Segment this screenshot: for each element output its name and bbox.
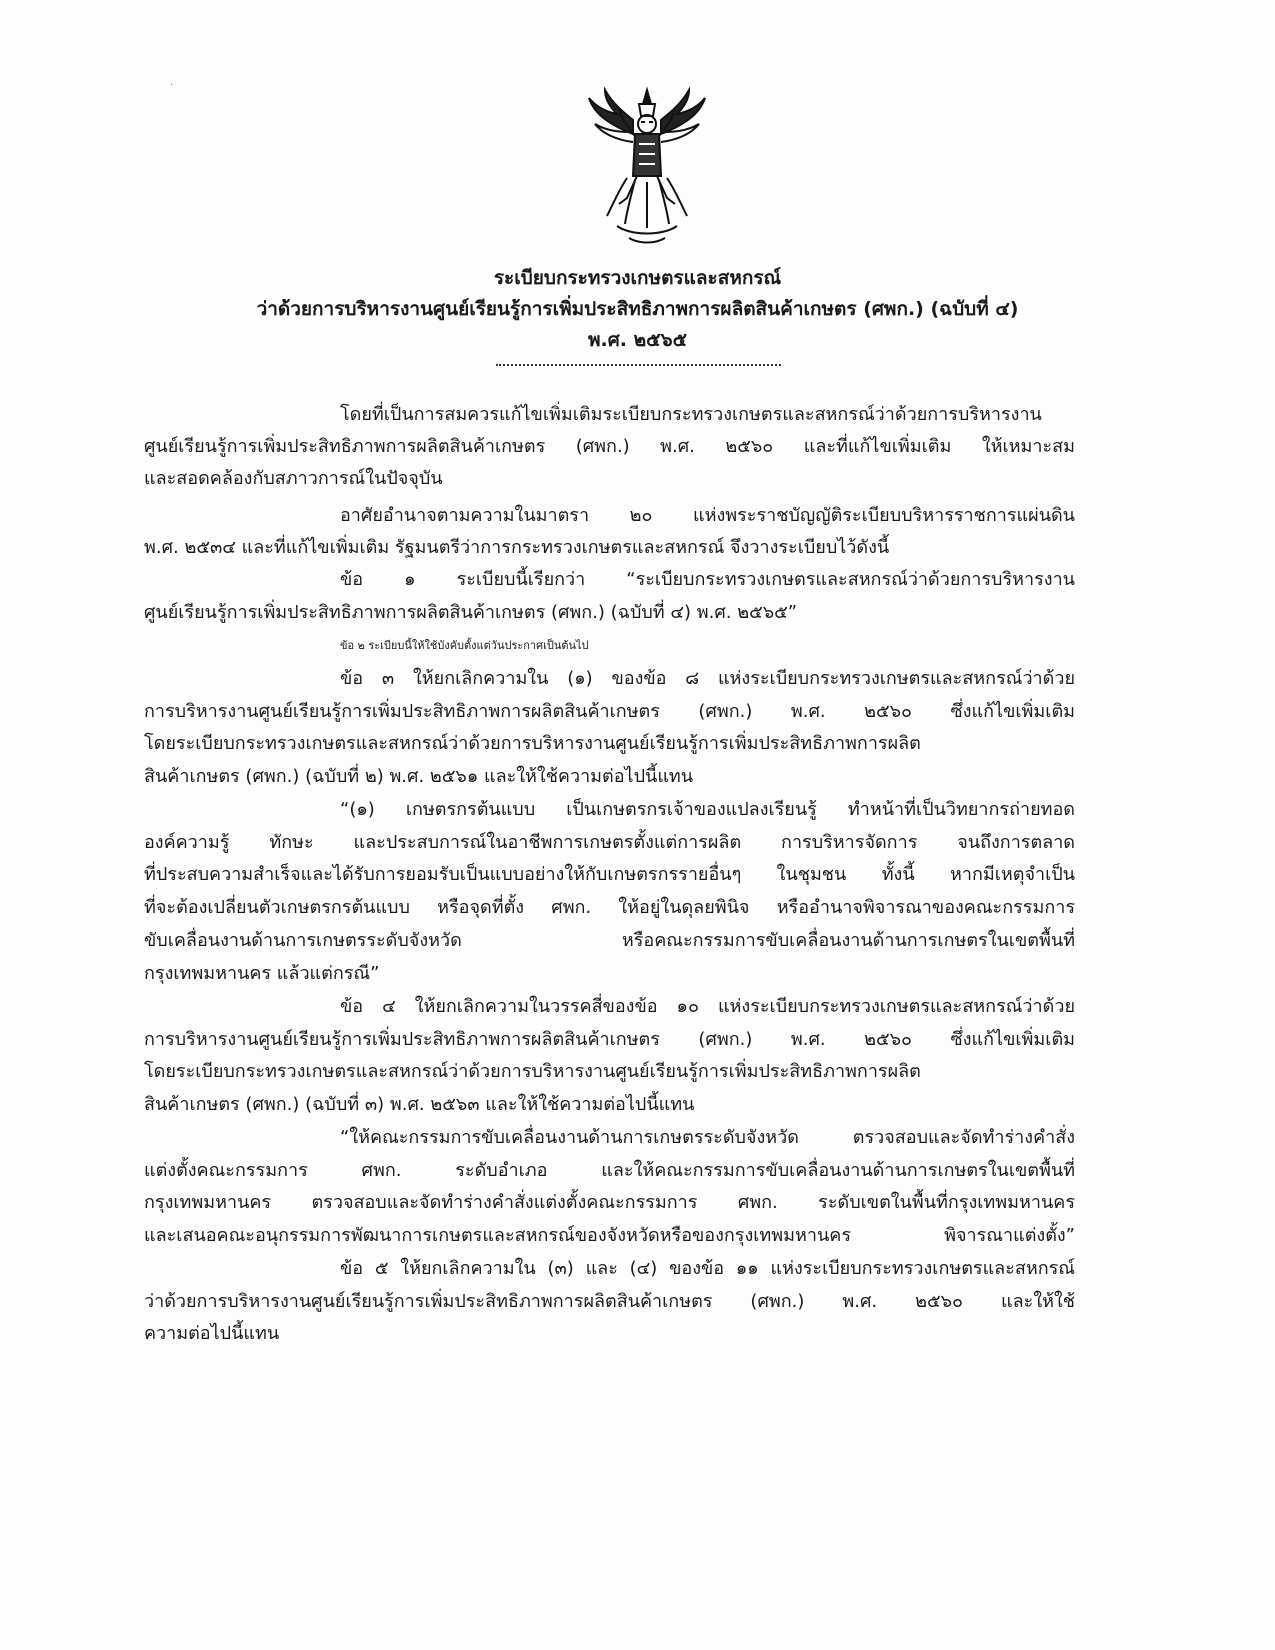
document-year: พ.ศ. ๒๕๖๕ (588, 329, 687, 351)
body-line: การบริหารงานศูนย์เรียนรู้การเพิ่มประสิทธิภาพการผลิตสินค้าเกษตร (ศพก.) พ.ศ. ๒๕๖๐ ซึ่งแก้ไขเพิ่มเติม (144, 701, 1075, 722)
body-line: “(๑) เกษตรกรต้นแบบ เป็นเกษตรกรเจ้าของแปลงเรียนรู้ ทำหน้าที่เป็นวิทยากรถ่ายทอด (340, 799, 1075, 820)
body-line: องค์ความรู้ ทักษะ และประสบการณ์ในอาชีพการเกษตรตั้งแต่การผลิต การบริหารจัดการ จนถึงการตลาด (144, 832, 1075, 853)
scan-speck: · (170, 80, 174, 91)
garuda-emblem-icon (583, 86, 711, 246)
body-line: และเสนอคณะอนุกรรมการพัฒนาการเกษตรและสหกรณ์ของจังหวัดหรือของกรุงเทพมหานคร พิจารณาแต่งตั้ง” (144, 1225, 1075, 1246)
body-line: อาศัยอำนาจตามความในมาตรา ๒๐ แห่งพระราชบัญญัติระเบียบบริหารราชการแผ่นดิน (340, 505, 1075, 526)
body-line: สินค้าเกษตร (ศพก.) (ฉบับที่ ๒) พ.ศ. ๒๕๖๑ และให้ใช้ความต่อไปนี้แทน (144, 766, 694, 787)
document-title: ระเบียบกระทรวงเกษตรและสหกรณ์ (493, 267, 782, 289)
body-line: โดยระเบียบกระทรวงเกษตรและสหกรณ์ว่าด้วยการบริหารงานศูนย์เรียนรู้การเพิ่มประสิทธิภาพการผลิต (144, 733, 921, 754)
body-line: กรุงเทพมหานคร ตรวจสอบและจัดทำร่างคำสั่งแต่งตั้งคณะกรรมการ ศพก. ระดับเขตในพื้นที่กรุงเทพมหานคร (144, 1192, 1075, 1213)
body-line: ข้อ ๒ ระเบียบนี้ให้ใช้บังคับตั้งแต่วันประกาศเป็นต้นไป (340, 639, 589, 652)
body-line: ว่าด้วยการบริหารงานศูนย์เรียนรู้การเพิ่มประสิทธิภาพการผลิตสินค้าเกษตร (ศพก.) พ.ศ. ๒๕๖๐ และให้ใช้ (144, 1291, 1075, 1312)
body-line: ข้อ ๑ ระเบียบนี้เรียกว่า “ระเบียบกระทรวงเกษตรและสหกรณ์ว่าด้วยการบริหารงาน (340, 569, 1075, 590)
body-line: โดยระเบียบกระทรวงเกษตรและสหกรณ์ว่าด้วยการบริหารงานศูนย์เรียนรู้การเพิ่มประสิทธิภาพการผลิต (144, 1061, 921, 1082)
body-line: โดยที่เป็นการสมควรแก้ไขเพิ่มเติมระเบียบกระทรวงเกษตรและสหกรณ์ว่าด้วยการบริหารงาน (340, 404, 1042, 425)
document-subtitle: ว่าด้วยการบริหารงานศูนย์เรียนรู้การเพิ่มประสิทธิภาพการผลิตสินค้าเกษตร (ศพก.) (ฉบับที่ ๔) (256, 298, 1019, 320)
body-line: ข้อ ๔ ให้ยกเลิกความในวรรคสี่ของข้อ ๑๐ แห่งระเบียบกระทรวงเกษตรและสหกรณ์ว่าด้วย (340, 996, 1075, 1017)
body-line: ขับเคลื่อนงานด้านการเกษตรระดับจังหวัด หรือคณะกรรมการขับเคลื่อนงานด้านการเกษตรในเขตพื้นที่ (144, 930, 1075, 951)
body-line: และสอดคล้องกับสภาวการณ์ในปัจจุบัน (144, 468, 443, 489)
body-line: ข้อ ๓ ให้ยกเลิกความใน (๑) ของข้อ ๘ แห่งระเบียบกระทรวงเกษตรและสหกรณ์ว่าด้วย (340, 668, 1075, 689)
body-line: ศูนย์เรียนรู้การเพิ่มประสิทธิภาพการผลิตสินค้าเกษตร (ศพก.) พ.ศ. ๒๕๖๐ และที่แก้ไขเพิ่มเติม ให้เหมาะสม (144, 436, 1075, 457)
body-line: ที่จะต้องเปลี่ยนตัวเกษตรกรต้นแบบ หรือจุดที่ตั้ง ศพก. ให้อยู่ในดุลยพินิจ หรืออำนาจพิจารณาของคณะกรรมการ (144, 897, 1075, 918)
body-line: ศูนย์เรียนรู้การเพิ่มประสิทธิภาพการผลิตสินค้าเกษตร (ศพก.) (ฉบับที่ ๔) พ.ศ. ๒๕๖๕” (144, 602, 798, 623)
body-line: กรุงเทพมหานคร แล้วแต่กรณี” (144, 963, 380, 984)
body-line: ความต่อไปนี้แทน (144, 1323, 280, 1344)
body-line: “ให้คณะกรรมการขับเคลื่อนงานด้านการเกษตรระดับจังหวัด ตรวจสอบและจัดทำร่างคำสั่ง (340, 1127, 1075, 1148)
body-line: การบริหารงานศูนย์เรียนรู้การเพิ่มประสิทธิภาพการผลิตสินค้าเกษตร (ศพก.) พ.ศ. ๒๕๖๐ ซึ่งแก้ไขเพิ่มเติม (144, 1029, 1075, 1050)
body-line: สินค้าเกษตร (ศพก.) (ฉบับที่ ๓) พ.ศ. ๒๕๖๓ และให้ใช้ความต่อไปนี้แทน (144, 1094, 695, 1115)
body-line: ข้อ ๕ ให้ยกเลิกความใน (๓) และ (๔) ของข้อ ๑๑ แห่งระเบียบกระทรวงเกษตรและสหกรณ์ (340, 1258, 1075, 1279)
title-separator (496, 358, 781, 366)
body-line: พ.ศ. ๒๕๓๔ และที่แก้ไขเพิ่มเติม รัฐมนตรีว่าการกระทรวงเกษตรและสหกรณ์ จึงวางระเบียบไว้ดังนี้ (144, 537, 890, 558)
body-line: แต่งตั้งคณะกรรมการ ศพก. ระดับอำเภอ และให้คณะกรรมการขับเคลื่อนงานด้านการเกษตรในเขตพื้นที่ (144, 1160, 1075, 1181)
body-line: ที่ประสบความสำเร็จและได้รับการยอมรับเป็นแบบอย่างให้กับเกษตรกรรายอื่นๆ ในชุมชน ทั้งนี้ หากมีเหตุจำเป็น (144, 864, 1075, 885)
